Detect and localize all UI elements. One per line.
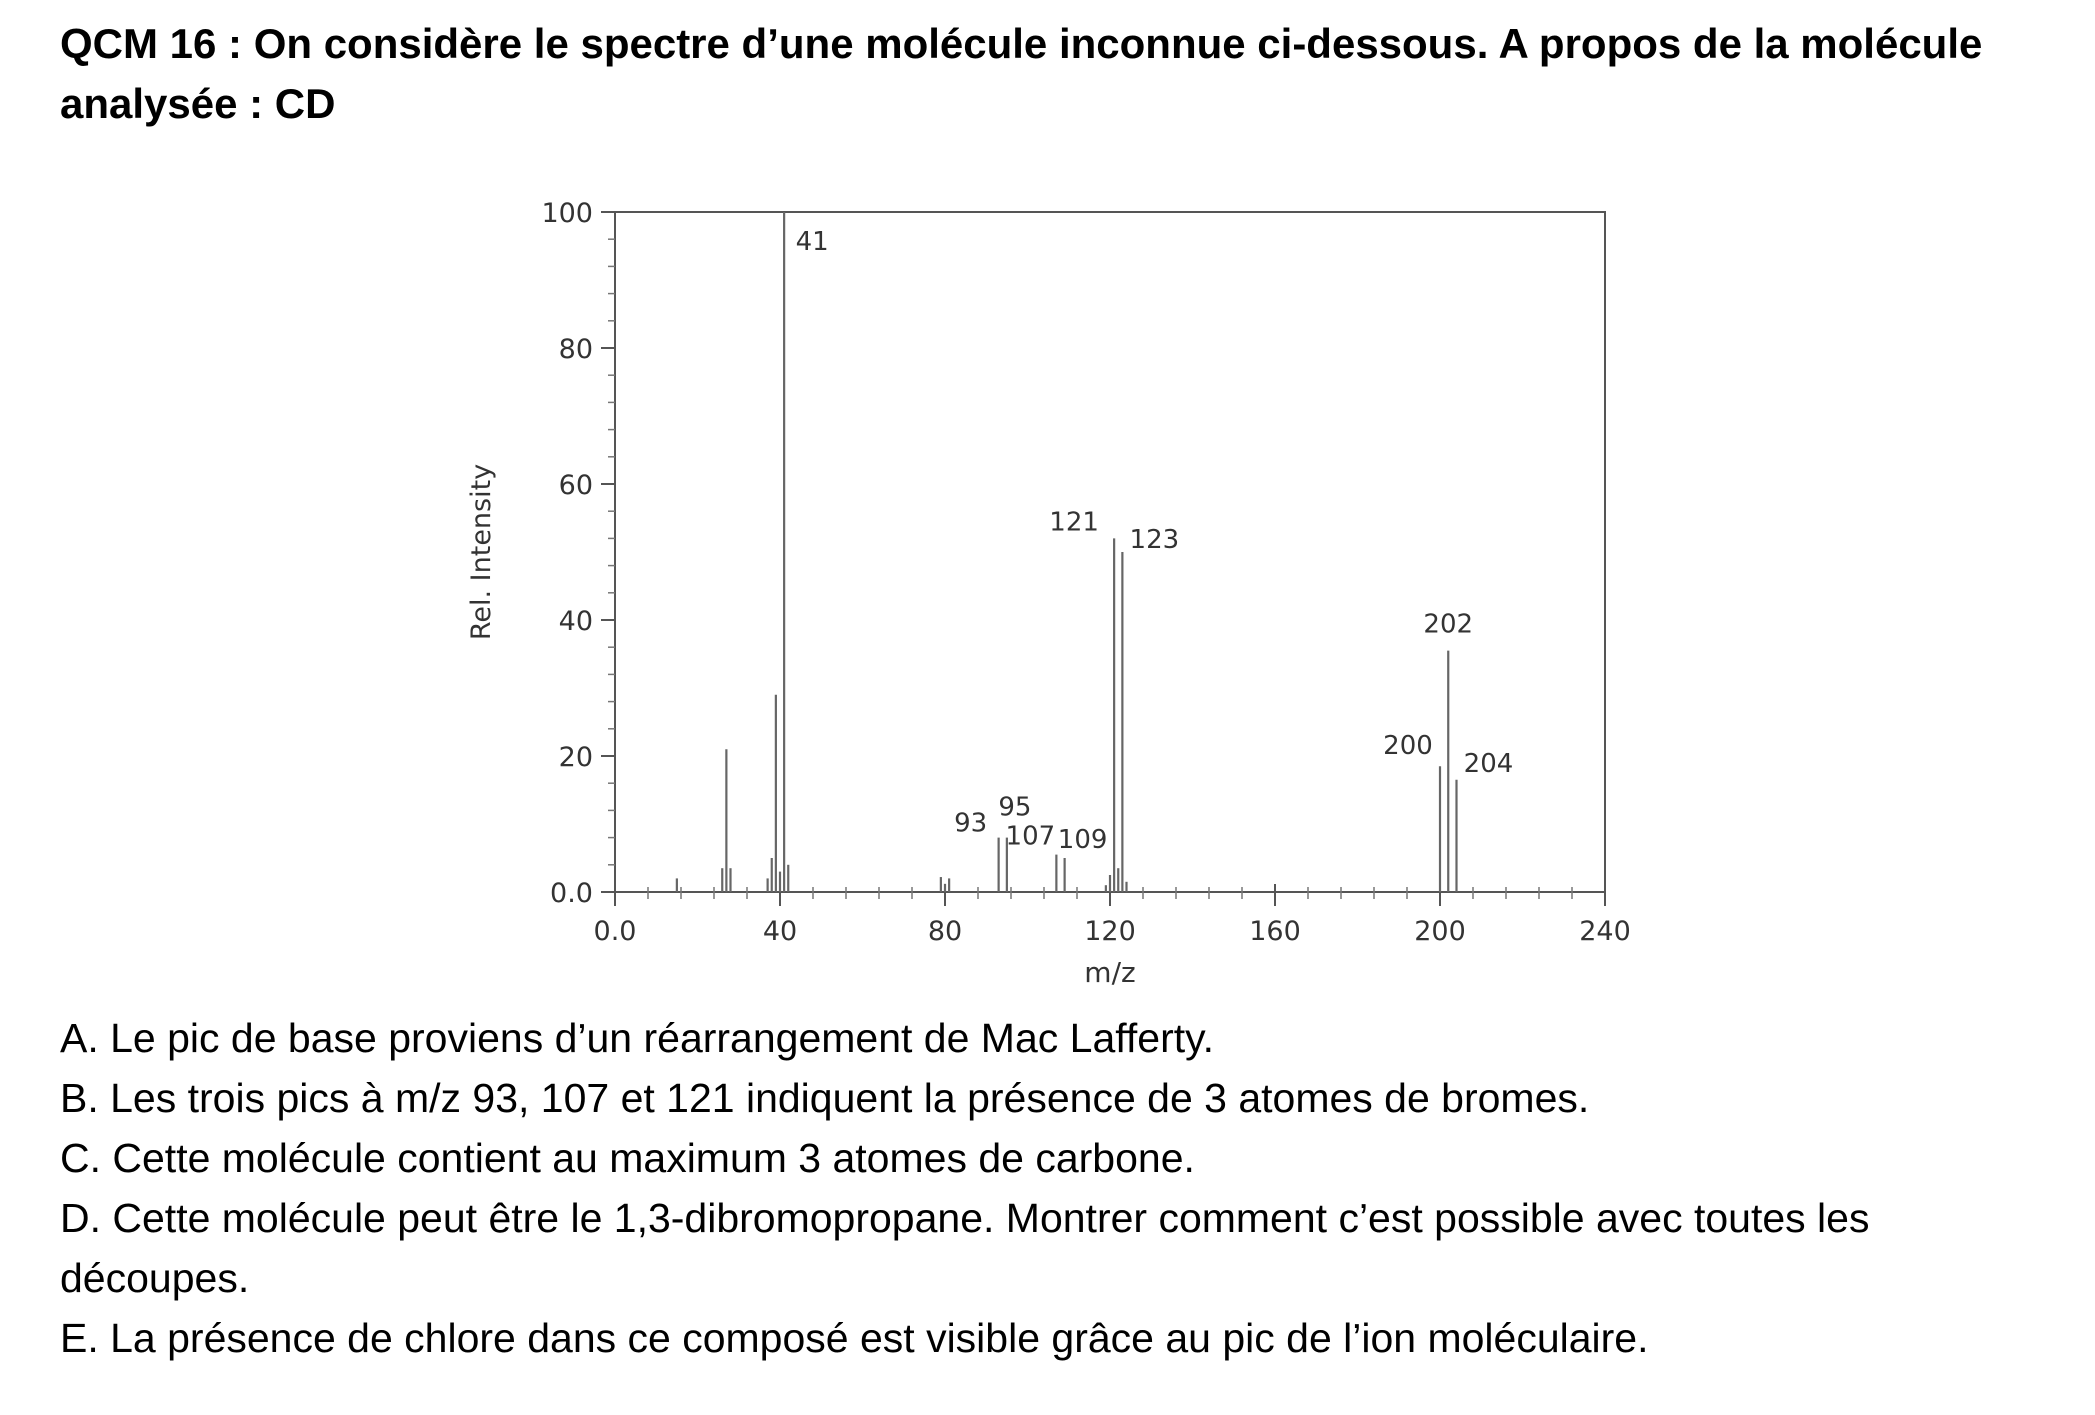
answer-list <box>60 1008 2060 1368</box>
answer-option-d: D. Cette molécule peut être le 1,3-dibromopropane. Montrer comment c’est possible avec toutes les découpes. <box>60 1195 1870 1301</box>
x-tick-label: 160 <box>1249 916 1301 947</box>
answer-option-b: B. Les trois pics à m/z 93, 107 et 121 indiquent la présence de 3 atomes de bromes. <box>60 1075 1590 1121</box>
peak-label: 95 <box>998 792 1032 823</box>
x-tick-label: 200 <box>1414 916 1466 947</box>
peak-label: 200 <box>1383 731 1433 762</box>
peak-label: 41 <box>795 227 829 257</box>
peak-label: 93 <box>954 808 988 839</box>
y-tick-label: 40 <box>558 606 593 637</box>
y-tick-label: 100 <box>541 198 593 229</box>
peak-label: 204 <box>1463 748 1514 779</box>
x-tick-label: 120 <box>1084 916 1136 947</box>
peak-label: 107 <box>1005 821 1056 852</box>
x-tick-label: 0.0 <box>593 916 637 947</box>
question-title: QCM 16 : On considère le spectre d’une molécule inconnue ci-dessous. A propos de la molécule analysée : CD <box>60 20 1983 127</box>
peak-label: 109 <box>1057 825 1108 855</box>
y-tick-label: 20 <box>558 742 593 773</box>
y-tick-label: 0.0 <box>550 878 593 909</box>
y-axis-label: Rel. Intensity <box>466 463 497 641</box>
y-tick-label: 60 <box>558 470 593 501</box>
answer-option-c: C. Cette molécule contient au maximum 3 atomes de carbone. <box>60 1135 1195 1181</box>
x-axis-label: m/z <box>1084 956 1136 989</box>
peak-label: 123 <box>1129 525 1180 555</box>
answer-option-e: E. La présence de chlore dans ce composé est visible grâce au pic de l’ion moléculaire. <box>60 1315 1649 1361</box>
x-tick-label: 40 <box>762 916 798 947</box>
peak-label: 202 <box>1423 609 1474 640</box>
x-tick-label: 80 <box>927 916 963 947</box>
peak-label: 121 <box>1049 507 1099 538</box>
answer-option-a: A. Le pic de base proviens d’un réarrangement de Mac Lafferty. <box>60 1015 1214 1061</box>
y-tick-label: 80 <box>558 334 593 365</box>
x-tick-label: 240 <box>1579 916 1631 947</box>
